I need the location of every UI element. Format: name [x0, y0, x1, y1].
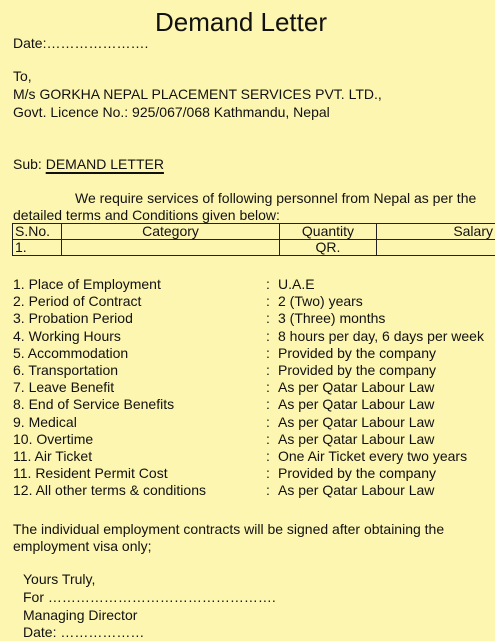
term-colon: : [266, 293, 270, 310]
subject-line [13, 156, 164, 172]
closing-line-2: employment visa only; [13, 538, 152, 554]
term-value: 2 (Two) years [278, 293, 363, 310]
signatory-role: Managing Director [23, 607, 138, 623]
intro-line-2: detailed terms and Conditions given below: [13, 207, 280, 223]
term-colon: : [266, 327, 270, 344]
page-title: Demand Letter [155, 7, 327, 37]
header-sno: S.No. [13, 224, 62, 240]
term-label: 5. Accommodation [13, 344, 129, 361]
table-row [13, 240, 495, 256]
subject-prefix: Sub: [13, 156, 46, 172]
term-colon: : [266, 379, 270, 396]
table-header-row [13, 224, 495, 240]
term-value: 8 hours per day, 6 days per week [278, 327, 484, 344]
term-label: 12. All other terms & conditions [13, 482, 206, 499]
cell-sno: 1. [13, 240, 62, 256]
term-value: One Air Ticket every two years [278, 447, 468, 464]
header-quantity: Quantity [280, 224, 377, 240]
term-label: 2. Period of Contract [13, 293, 142, 310]
term-colon: : [266, 396, 270, 413]
term-label: 11. Resident Permit Cost [13, 465, 168, 482]
cell-category [62, 240, 280, 256]
for-line: For …………………………………………. [23, 589, 276, 605]
term-value: As per Qatar Labour Law [278, 482, 435, 499]
term-label: 3. Probation Period [13, 310, 133, 327]
term-colon: : [266, 276, 270, 292]
term-colon: : [266, 310, 270, 327]
term-value: 3 (Three) months [278, 310, 386, 327]
term-colon: : [266, 430, 270, 447]
term-value: U.A.E [278, 276, 315, 292]
term-label: 8. End of Service Benefits [13, 396, 175, 413]
term-colon: : [266, 482, 270, 499]
term-value: Provided by the company [278, 344, 436, 361]
term-colon: : [266, 344, 270, 361]
term-colon: : [266, 465, 270, 482]
recipient-company: M/s GORKHA NEPAL PLACEMENT SERVICES PVT. LTD., [13, 86, 382, 102]
term-value: As per Qatar Labour Law [278, 396, 435, 413]
licence-number: Govt. Licence No.: 925/067/068 Kathmandu, Nepal [13, 104, 330, 120]
term-value: As per Qatar Labour Law [278, 413, 435, 430]
intro-line-1: We require services of following personnel from Nepal as per the [75, 190, 477, 206]
cell-quantity: QR. [280, 240, 377, 256]
signature-date: Date: ……………… [23, 624, 145, 640]
term-label: 7. Leave Benefit [13, 379, 115, 396]
term-label: 10. Overtime [13, 430, 94, 447]
term-colon: : [266, 413, 270, 430]
cell-salary [377, 240, 495, 256]
term-label: 6. Transportation [13, 361, 119, 378]
header-category: Category [62, 224, 280, 240]
term-label: 9. Medical [13, 413, 77, 430]
date-line: Date:…………………. [13, 35, 149, 51]
term-label: 1. Place of Employment [13, 276, 161, 292]
yours-truly: Yours Truly, [23, 571, 96, 587]
personnel-table [12, 223, 495, 256]
term-colon: : [266, 361, 270, 378]
term-value: Provided by the company [278, 465, 436, 482]
subject-title: DEMAND LETTER [45, 156, 164, 172]
term-value: As per Qatar Labour Law [278, 379, 435, 396]
term-value: As per Qatar Labour Law [278, 430, 435, 447]
closing-line-1: The individual employment contracts will be signed after obtaining the [13, 521, 445, 537]
term-label: 11. Air Ticket [13, 447, 93, 464]
term-colon: : [266, 447, 270, 464]
term-value: Provided by the company [278, 361, 436, 378]
to-label: To, [13, 68, 32, 84]
header-salary: Salary [377, 224, 495, 240]
term-label: 4. Working Hours [13, 327, 121, 344]
